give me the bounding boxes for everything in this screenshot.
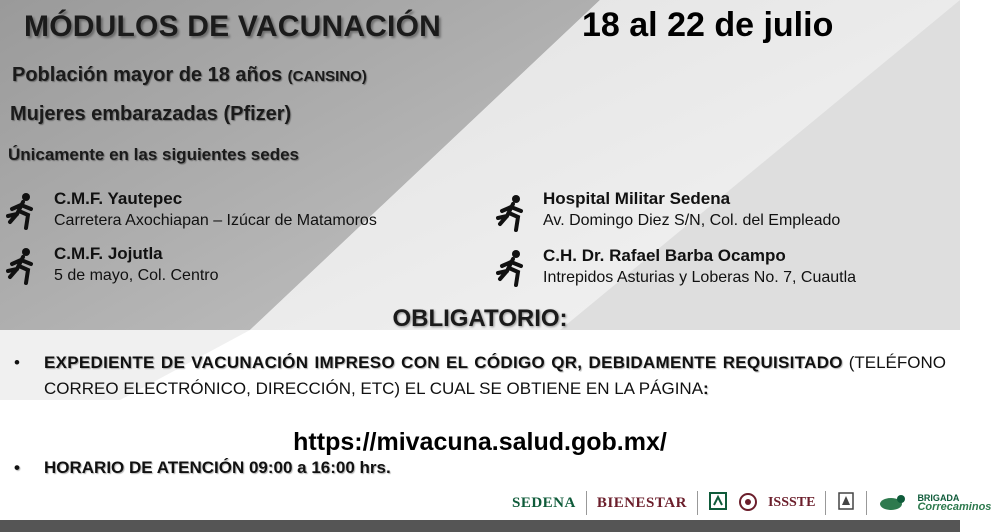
site-address: Intrepidos Asturias y Loberas No. 7, Cuautla xyxy=(543,269,857,286)
requirement-item xyxy=(14,350,946,402)
logo-strip xyxy=(512,488,991,518)
population-adults xyxy=(12,64,367,87)
site-hospital-militar xyxy=(494,188,840,232)
site-address: Av. Domingo Diez S/N, Col. del Empleado xyxy=(543,212,841,229)
divider xyxy=(825,491,826,515)
site-name: Hospital Militar Sedena xyxy=(543,189,731,208)
site-jojutla xyxy=(4,243,219,287)
hours-text: HORARIO DE ATENCIÓN 09:00 a 16:00 hrs. xyxy=(44,458,391,477)
only-sites-label: Únicamente en las siguientes sedes xyxy=(8,145,300,164)
hours-item xyxy=(14,458,391,478)
bullet: • xyxy=(14,458,20,477)
divider xyxy=(866,491,867,515)
brigada-label: BRIGADA xyxy=(917,493,960,503)
requirement-colon: : xyxy=(703,379,710,398)
site-address: 5 de mayo, Col. Centro xyxy=(54,267,219,284)
requirement-detail: (TELÉFONO CORREO ELECTRÓNICO, DIRECCIÓN, ETC) EL CUAL SE OBTIENE EN LA PÁGINA xyxy=(44,353,946,398)
site-barba-ocampo xyxy=(494,245,856,289)
imss-logo-icon xyxy=(708,491,728,515)
site-yautepec xyxy=(4,188,377,232)
correcaminos-label: Correcaminos xyxy=(917,501,991,513)
bienestar-logo: BIENESTAR xyxy=(596,494,687,511)
runner-icon xyxy=(494,194,530,234)
population-adults-label: Población mayor de 18 años xyxy=(12,64,283,86)
runner-icon xyxy=(494,249,530,289)
requirement-bold: EXPEDIENTE DE VACUNACIÓN IMPRESO CON EL CÓDIGO QR, DEBIDAMENTE REQUISITADO xyxy=(44,353,843,372)
issste-emblem-icon xyxy=(738,491,758,515)
date-range: 18 al 22 de julio xyxy=(582,6,834,44)
sedena-logo: SEDENA xyxy=(512,494,576,511)
page-title: MÓDULOS DE VACUNACIÓN xyxy=(24,10,441,43)
divider xyxy=(586,491,587,515)
runner-icon xyxy=(4,247,40,287)
vaccine-cansino: (CANSINO) xyxy=(287,68,367,85)
site-address: Carretera Axochiapan – Izúcar de Matamoros xyxy=(54,212,377,229)
brigada-logo xyxy=(917,494,991,512)
issste-logo: ISSSTE xyxy=(767,495,816,510)
mandatory-heading: OBLIGATORIO: xyxy=(392,305,568,332)
vaccine-url-link[interactable]: https://mivacuna.salud.gob.mx/ xyxy=(293,428,667,456)
morelos-logo-icon xyxy=(836,491,856,515)
divider xyxy=(697,491,698,515)
roadrunner-icon xyxy=(877,491,907,515)
population-pregnant: Mujeres embarazadas (Pfizer) xyxy=(10,103,292,125)
runner-icon xyxy=(4,192,40,232)
site-name: C.M.F. Yautepec xyxy=(54,189,183,208)
bottom-bar xyxy=(0,520,960,532)
bullet: • xyxy=(14,353,20,372)
site-name: C.M.F. Jojutla xyxy=(54,244,163,263)
site-name: C.H. Dr. Rafael Barba Ocampo xyxy=(543,246,786,265)
